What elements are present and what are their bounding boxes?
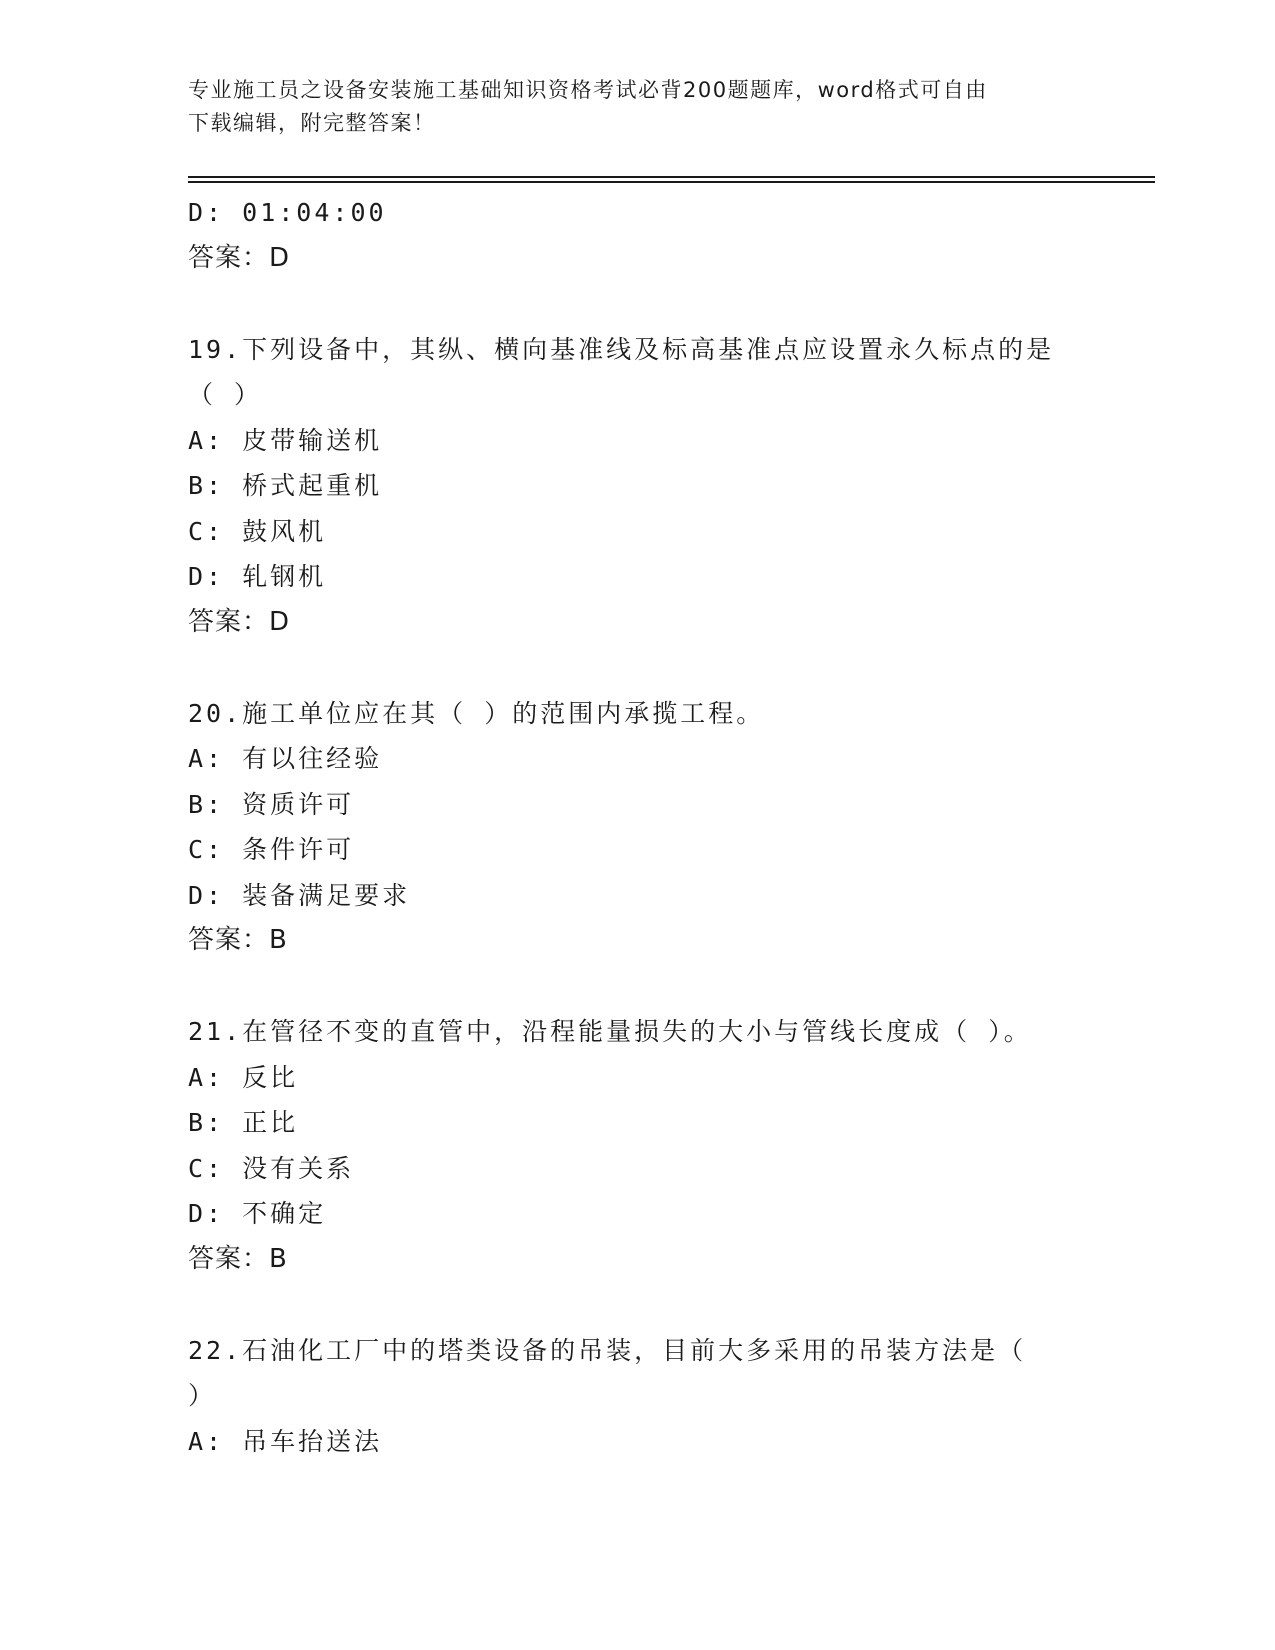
option-a: A: 有以往经验	[188, 744, 383, 773]
spacer	[188, 1282, 1088, 1328]
question-stem-continued: （ ）	[188, 380, 263, 409]
option-c: C: 鼓风机	[188, 516, 327, 546]
option-c: C: 条件许可	[188, 835, 355, 864]
answer-line: 答案：B	[188, 925, 288, 955]
question-item	[188, 1328, 1088, 1465]
option-a: A: 反比	[188, 1062, 299, 1092]
option-c: C: 没有关系	[188, 1153, 355, 1183]
spacer	[188, 964, 1088, 1010]
question-stem: 19.下列设备中，其纵、横向基准线及标高基准点应设置永久标点的是	[188, 334, 1055, 364]
option-b: B: 资质许可	[188, 789, 355, 819]
question-stem: 22.石油化工厂中的塔类设备的吊装，目前大多采用的吊装方法是（	[188, 1335, 1027, 1365]
answer-line: 答案：D	[188, 242, 291, 273]
spacer	[188, 281, 1088, 327]
option-d: D: 不确定	[188, 1199, 327, 1228]
question-stem: 21.在管径不变的直管中，沿程能量损失的大小与管线长度成（ ）。	[188, 1017, 1032, 1046]
answer-line: 答案：D	[188, 606, 291, 637]
option-a: A: 皮带输送机	[188, 425, 383, 455]
question-item	[188, 327, 1088, 646]
header-line-2: 下载编辑，附完整答案！	[188, 111, 436, 135]
option-b: B: 桥式起重机	[188, 471, 383, 500]
option-d: D: 装备满足要求	[188, 880, 411, 910]
question-stem: 20.施工单位应在其（ ）的范围内承揽工程。	[188, 698, 765, 728]
header-rule-bottom	[188, 181, 1155, 183]
header-rule-top	[188, 176, 1155, 178]
question-list	[188, 190, 1088, 1464]
question-item	[188, 691, 1088, 964]
option-d: D: 01:04:00	[188, 198, 387, 227]
spacer	[188, 645, 1088, 691]
question-stem-continued: ）	[188, 1381, 217, 1410]
answer-line: 答案：B	[188, 1243, 288, 1274]
option-a: A: 吊车抬送法	[188, 1426, 383, 1456]
document-header	[188, 74, 1068, 140]
header-line-1: 专业施工员之设备安装施工基础知识资格考试必背200题题库，word格式可自由	[188, 78, 988, 102]
question-item	[188, 1009, 1088, 1282]
option-b: B: 正比	[188, 1108, 299, 1137]
option-d: D: 轧钢机	[188, 562, 327, 591]
